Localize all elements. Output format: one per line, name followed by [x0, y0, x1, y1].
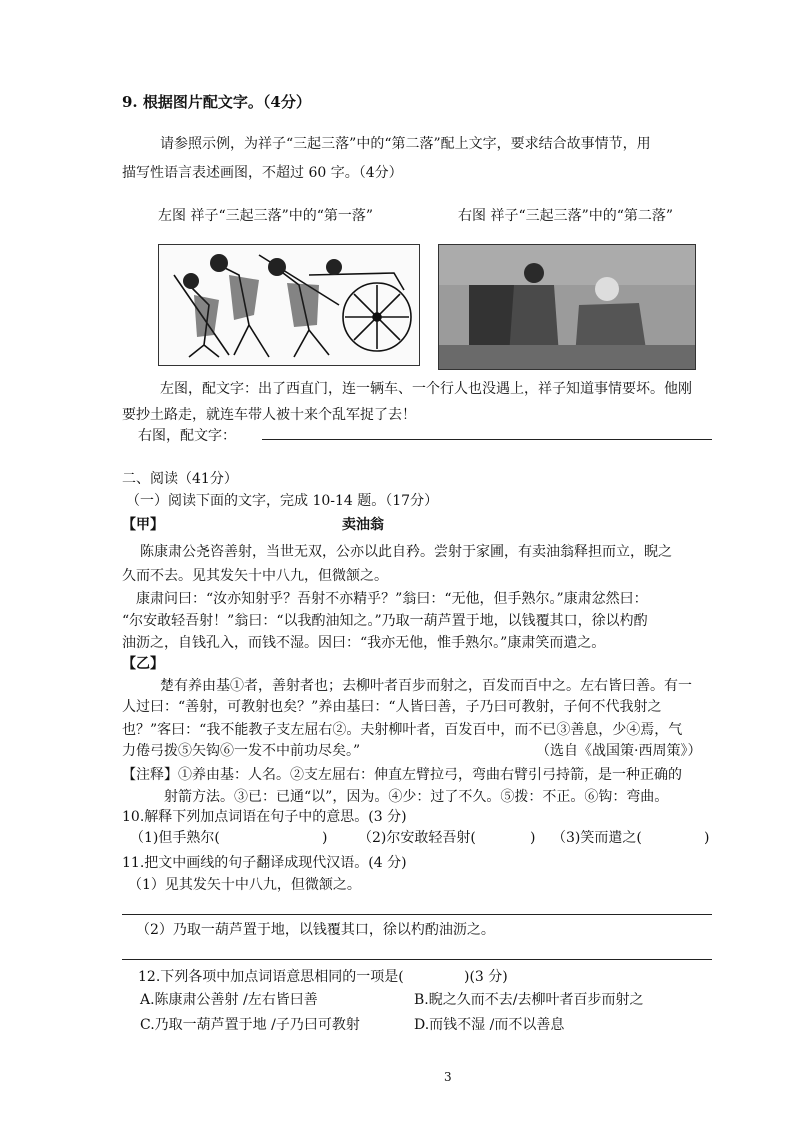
yi-line-2: 人过曰：“善射，可教射也矣？”养由基曰：“人皆曰善，子乃曰可教射，子何不代我射之 [122, 699, 662, 715]
q9-example-line1: 左图，配文字：出了西直门，连一辆车、一个行人也没遇上，祥子知道事情要坏。他刚 [160, 381, 692, 397]
yi-line-4: 力倦弓拨⑤矢钩⑥一发不中前功尽矣。” [122, 743, 361, 759]
left-image-caption: 左图 祥子“三起三落”中的“第一落” [158, 208, 374, 224]
q9-title: 9. 根据图片配文字。（4分） [122, 93, 311, 111]
jia-label: 【甲】 [122, 517, 164, 533]
q10-item2-close: ) [530, 830, 536, 846]
yi-label: 【乙】 [122, 656, 164, 672]
q10-answer-2[interactable] [474, 826, 528, 846]
q10-item2: （2)尔安敢轻吾射( [358, 830, 476, 846]
jia-line-4: “尔安敢轻吾射！”翁曰：“以我酌油知之。”乃取一葫芦置于地，以钱覆其口，徐以杓酌 [122, 613, 648, 629]
jia-line-3: 康肃问曰：“汝亦知射乎？吾射不亦精乎？”翁曰：“无他，但手熟尔。”康肃忿然曰： [136, 591, 648, 607]
q10-item3-close: ) [704, 830, 710, 846]
q9-example-line2: 要抄土路走，就连车带人被十来个乱军捉了去！ [122, 407, 416, 423]
reading-part1-instruction: （一）阅读下面的文字，完成 10-14 题。（17分） [126, 493, 439, 509]
q11-answer-line-2[interactable] [122, 959, 712, 960]
q12-option-b: B.睨之久而不去/去柳叶者百步而射之 [414, 992, 644, 1008]
jia-line-5: 油沥之，自钱孔入，而钱不湿。因曰：“我亦无他，惟手熟尔。”康肃笑而遣之。 [122, 635, 606, 651]
yi-line-1: 楚有养由基①者，善射者也；去柳叶者百步而射之，百发而百中之。左右皆曰善。有一 [160, 678, 692, 694]
q12-answer-slot[interactable] [410, 965, 464, 985]
q12-option-d: D.而钱不湿 /而不以善息 [414, 1017, 565, 1033]
q11-title: 11.把文中画线的句子翻译成现代汉语。(4 分) [122, 855, 407, 871]
right-illustration [438, 244, 696, 370]
page-number: 3 [444, 1070, 452, 1084]
notes-line-1: 【注释】①养由基：人名。②支左屈右：伸直左臂拉弓，弯曲右臂引弓持箭，是一种正确的 [122, 767, 682, 783]
right-image-caption: 右图 祥子“三起三落”中的“第二落” [458, 208, 674, 224]
q9-answer-label: 右图，配文字： [138, 428, 236, 444]
q12-title-tail: )(3 分) [464, 969, 508, 985]
yi-line-3: 也？”客曰：“我不能教子支左屈右②。夫射柳叶者，百发百中，而不已③善息，少④焉，气 [122, 722, 683, 738]
q12-option-c: C.乃取一葫芦置于地 /子乃曰可教射 [140, 1017, 360, 1033]
q11-item1: （1）见其发矢十中八九，但微颔之。 [128, 877, 361, 893]
q10-answer-3[interactable] [640, 826, 704, 846]
notes-line-2: 射箭方法。③已：已通“以”，因为。④少：过了不久。⑤拨：不正。⑥钩：弯曲。 [164, 789, 669, 805]
jia-title: 卖油翁 [342, 517, 384, 533]
left-illustration [158, 244, 420, 366]
jia-line-1: 陈康肃公尧咨善射，当世无双，公亦以此自矜。尝射于家圃，有卖油翁释担而立，睨之 [140, 544, 672, 560]
q9-instruction-line1: 请参照示例，为祥子“三起三落”中的“第二落”配上文字，要求结合故事情节，用 [160, 136, 651, 152]
q12-title: 12.下列各项中加点词语意思相同的一项是( [138, 969, 404, 985]
q10-item1-close: ) [322, 830, 328, 846]
q11-item2: （2）乃取一葫芦置于地，以钱覆其口，徐以杓酌油沥之。 [136, 922, 495, 938]
jia-line-2: 久而不去。见其发矢十中八九，但微颔之。 [122, 568, 388, 584]
q11-answer-line-1[interactable] [122, 914, 712, 915]
q10-item1: （1)但手熟尔( [130, 830, 220, 846]
q10-title: 10.解释下列加点词语在句子中的意思。(3 分) [122, 809, 407, 825]
q9-answer-line[interactable] [262, 439, 712, 440]
q9-instruction-line2: 描写性语言表述画图，不超过 60 字。（4分） [122, 165, 403, 181]
q10-item3: （3)笑而遣之( [552, 830, 642, 846]
yi-source: （选自《战国策·西周策》） [536, 743, 702, 759]
section2-title: 二、阅读（41分） [122, 471, 238, 487]
q10-answer-1[interactable] [232, 826, 318, 846]
q12-option-a: A.陈康肃公善射 /左右皆曰善 [140, 992, 318, 1008]
